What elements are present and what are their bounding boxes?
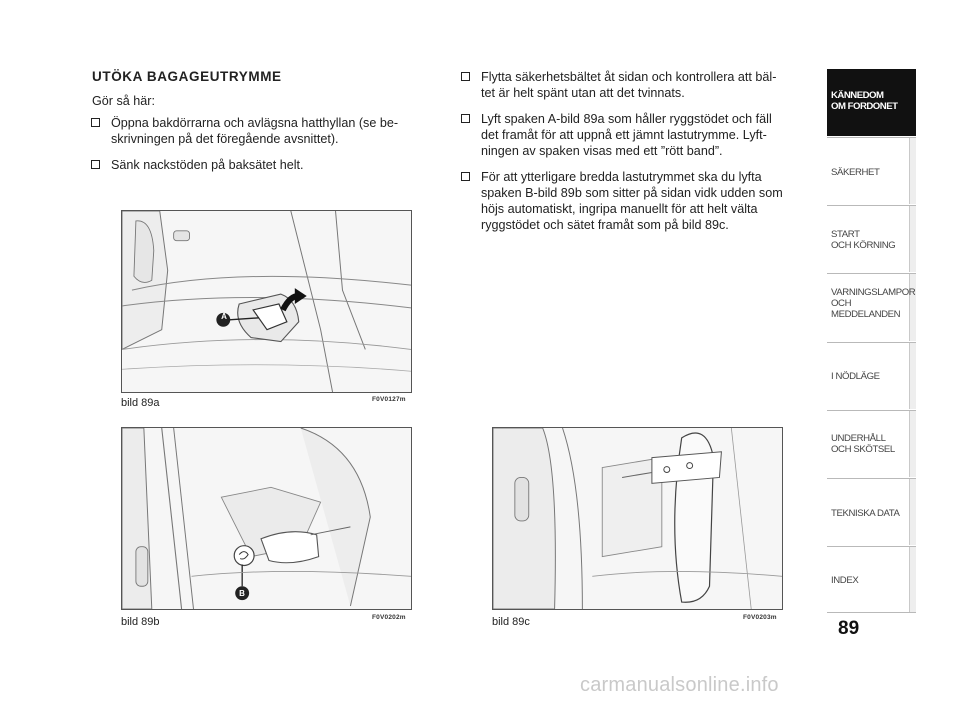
bullet-line: ryggstödet och sätet framåt som på bild 89c. [481, 218, 729, 232]
left-bullet-1 [111, 115, 433, 147]
chapter-tab-underhall[interactable] [827, 410, 916, 477]
intro-text: Gör så här: [92, 94, 155, 108]
chapter-tab-label: SÄKERHET [831, 167, 880, 178]
bullet-line: tet är helt spänt utan att det tvinnats. [481, 86, 685, 100]
bullet-line: ningen av spaken visas med ett ”rött band”. [481, 144, 723, 158]
tab-edge [909, 206, 916, 272]
right-bullet-2 [481, 111, 811, 159]
right-bullet-3 [481, 169, 811, 233]
checkbox-bullet-icon [461, 172, 470, 181]
bullet-line: höjs automatiskt, ingripa manuellt för att helt välta [481, 202, 758, 216]
figure-89a-caption: bild 89a [121, 397, 160, 409]
bullet-line: skrivningen på det föregående avsnittet). [111, 132, 339, 146]
checkbox-bullet-icon [461, 72, 470, 81]
checkbox-bullet-icon [461, 114, 470, 123]
left-bullet-2 [111, 157, 433, 173]
bullet-line: För att ytterligare bredda lastutrymmet ska du lyfta [481, 170, 762, 184]
chapter-tab-label: I NÖDLÄGE [831, 371, 880, 382]
tab-edge [909, 343, 916, 409]
bullet-line: Lyft spaken A-bild 89a som håller ryggstödet och fäll [481, 112, 772, 126]
chapter-tab-nodlage[interactable] [827, 342, 916, 409]
tab-edge [909, 547, 916, 612]
marker-a-label: A [221, 312, 227, 321]
figure-89b-code: F0V0202m [372, 614, 406, 621]
chapter-tab-varningslampor[interactable] [827, 273, 916, 341]
tab-edge [909, 138, 916, 204]
figure-89c-caption: bild 89c [492, 616, 530, 628]
tab-edge [909, 411, 916, 477]
chapter-tab-sakerhet[interactable] [827, 137, 916, 204]
checkbox-bullet-icon [91, 160, 100, 169]
bullet-line: Sänk nackstöden på baksätet helt. [111, 158, 304, 172]
bullet-line: det framåt för att uppnå ett jämnt lastutrymme. Lyft- [481, 128, 767, 142]
bullet-line: Öppna bakdörrarna och avlägsna hatthyllan (se be- [111, 116, 399, 130]
tab-edge [909, 479, 916, 545]
checkbox-bullet-icon [91, 118, 100, 127]
chapter-tab-tekniska-data[interactable] [827, 478, 916, 545]
bullet-line: Flytta säkerhetsbältet åt sidan och kontrollera att bäl- [481, 70, 777, 84]
bullet-line: spaken B-bild 89b som sitter på sidan vidk udden som [481, 186, 783, 200]
marker-b-label: B [239, 589, 245, 598]
chapter-tab-label: UNDERHÅLL OCH SKÖTSEL [831, 433, 895, 455]
chapter-tab-label: INDEX [831, 575, 859, 586]
watermark-text: carmanualsonline.info [580, 674, 779, 696]
chapter-tab-start[interactable] [827, 205, 916, 272]
figure-89a-image [121, 210, 412, 393]
chapter-tab-label: KÄNNEDOM OM FORDONET [831, 90, 898, 112]
right-bullet-1 [481, 69, 811, 101]
chapter-tab-label: VARNINGSLAMPOR OCH MEDDELANDEN [831, 287, 916, 320]
chapter-tab-label: TEKNISKA DATA [831, 508, 900, 519]
page-number: 89 [838, 618, 860, 639]
chapter-tab-kannedom[interactable] [827, 69, 916, 136]
chapter-tab-label: START OCH KÖRNING [831, 229, 896, 251]
figure-89a-code: F0V0127m [372, 396, 406, 403]
chapter-tab-index[interactable] [827, 546, 916, 613]
figure-89c-code: F0V0203m [743, 614, 777, 621]
figure-89c-image [492, 427, 783, 610]
figure-89b-caption: bild 89b [121, 616, 160, 628]
figure-89b-image [121, 427, 412, 610]
section-heading: UTÖKA BAGAGEUTRYMME [92, 69, 282, 84]
